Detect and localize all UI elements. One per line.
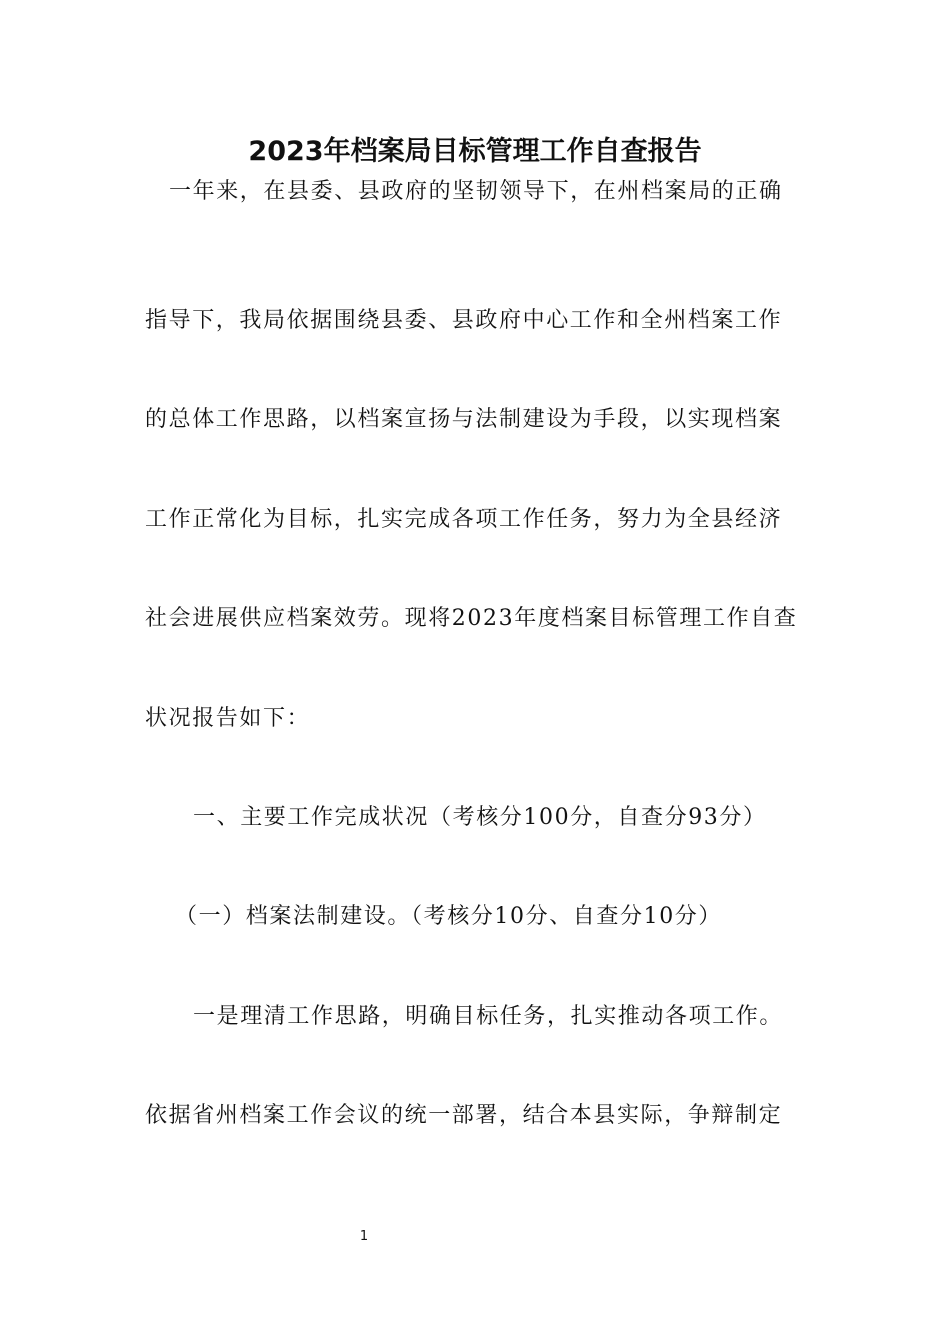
body-line-6: 状况报告如下： (145, 706, 311, 731)
body-line-9: 一是理清工作思路，明确目标任务，扎实推动各项工作。 (193, 1004, 784, 1029)
body-line-5: 社会进展供应档案效劳。现将2023年度档案目标管理工作自查 (145, 606, 798, 631)
body-line-10: 依据省州档案工作会议的统一部署，结合本县实际，争辩制定 (145, 1103, 783, 1128)
body-line-2: 指导下，我局依据围绕县委、县政府中心工作和全州档案工作 (145, 308, 783, 333)
body-line-4: 工作正常化为目标，扎实完成各项工作任务，努力为全县经济 (145, 507, 783, 532)
page-number: 1 (359, 1229, 369, 1244)
subsection-heading-1: （一）档案法制建设。（考核分10分、自查分10分） (175, 904, 722, 929)
body-line-3: 的总体工作思路，以档案宣扬与法制建设为手段，以实现档案 (145, 407, 783, 432)
body-line-1: 一年来，在县委、县政府的坚韧领导下，在州档案局的正确 (169, 179, 783, 204)
document-title: 2023年档案局目标管理工作自查报告 (248, 136, 702, 167)
section-heading-1: 一、主要工作完成状况（考核分100分，自查分93分） (193, 805, 767, 830)
